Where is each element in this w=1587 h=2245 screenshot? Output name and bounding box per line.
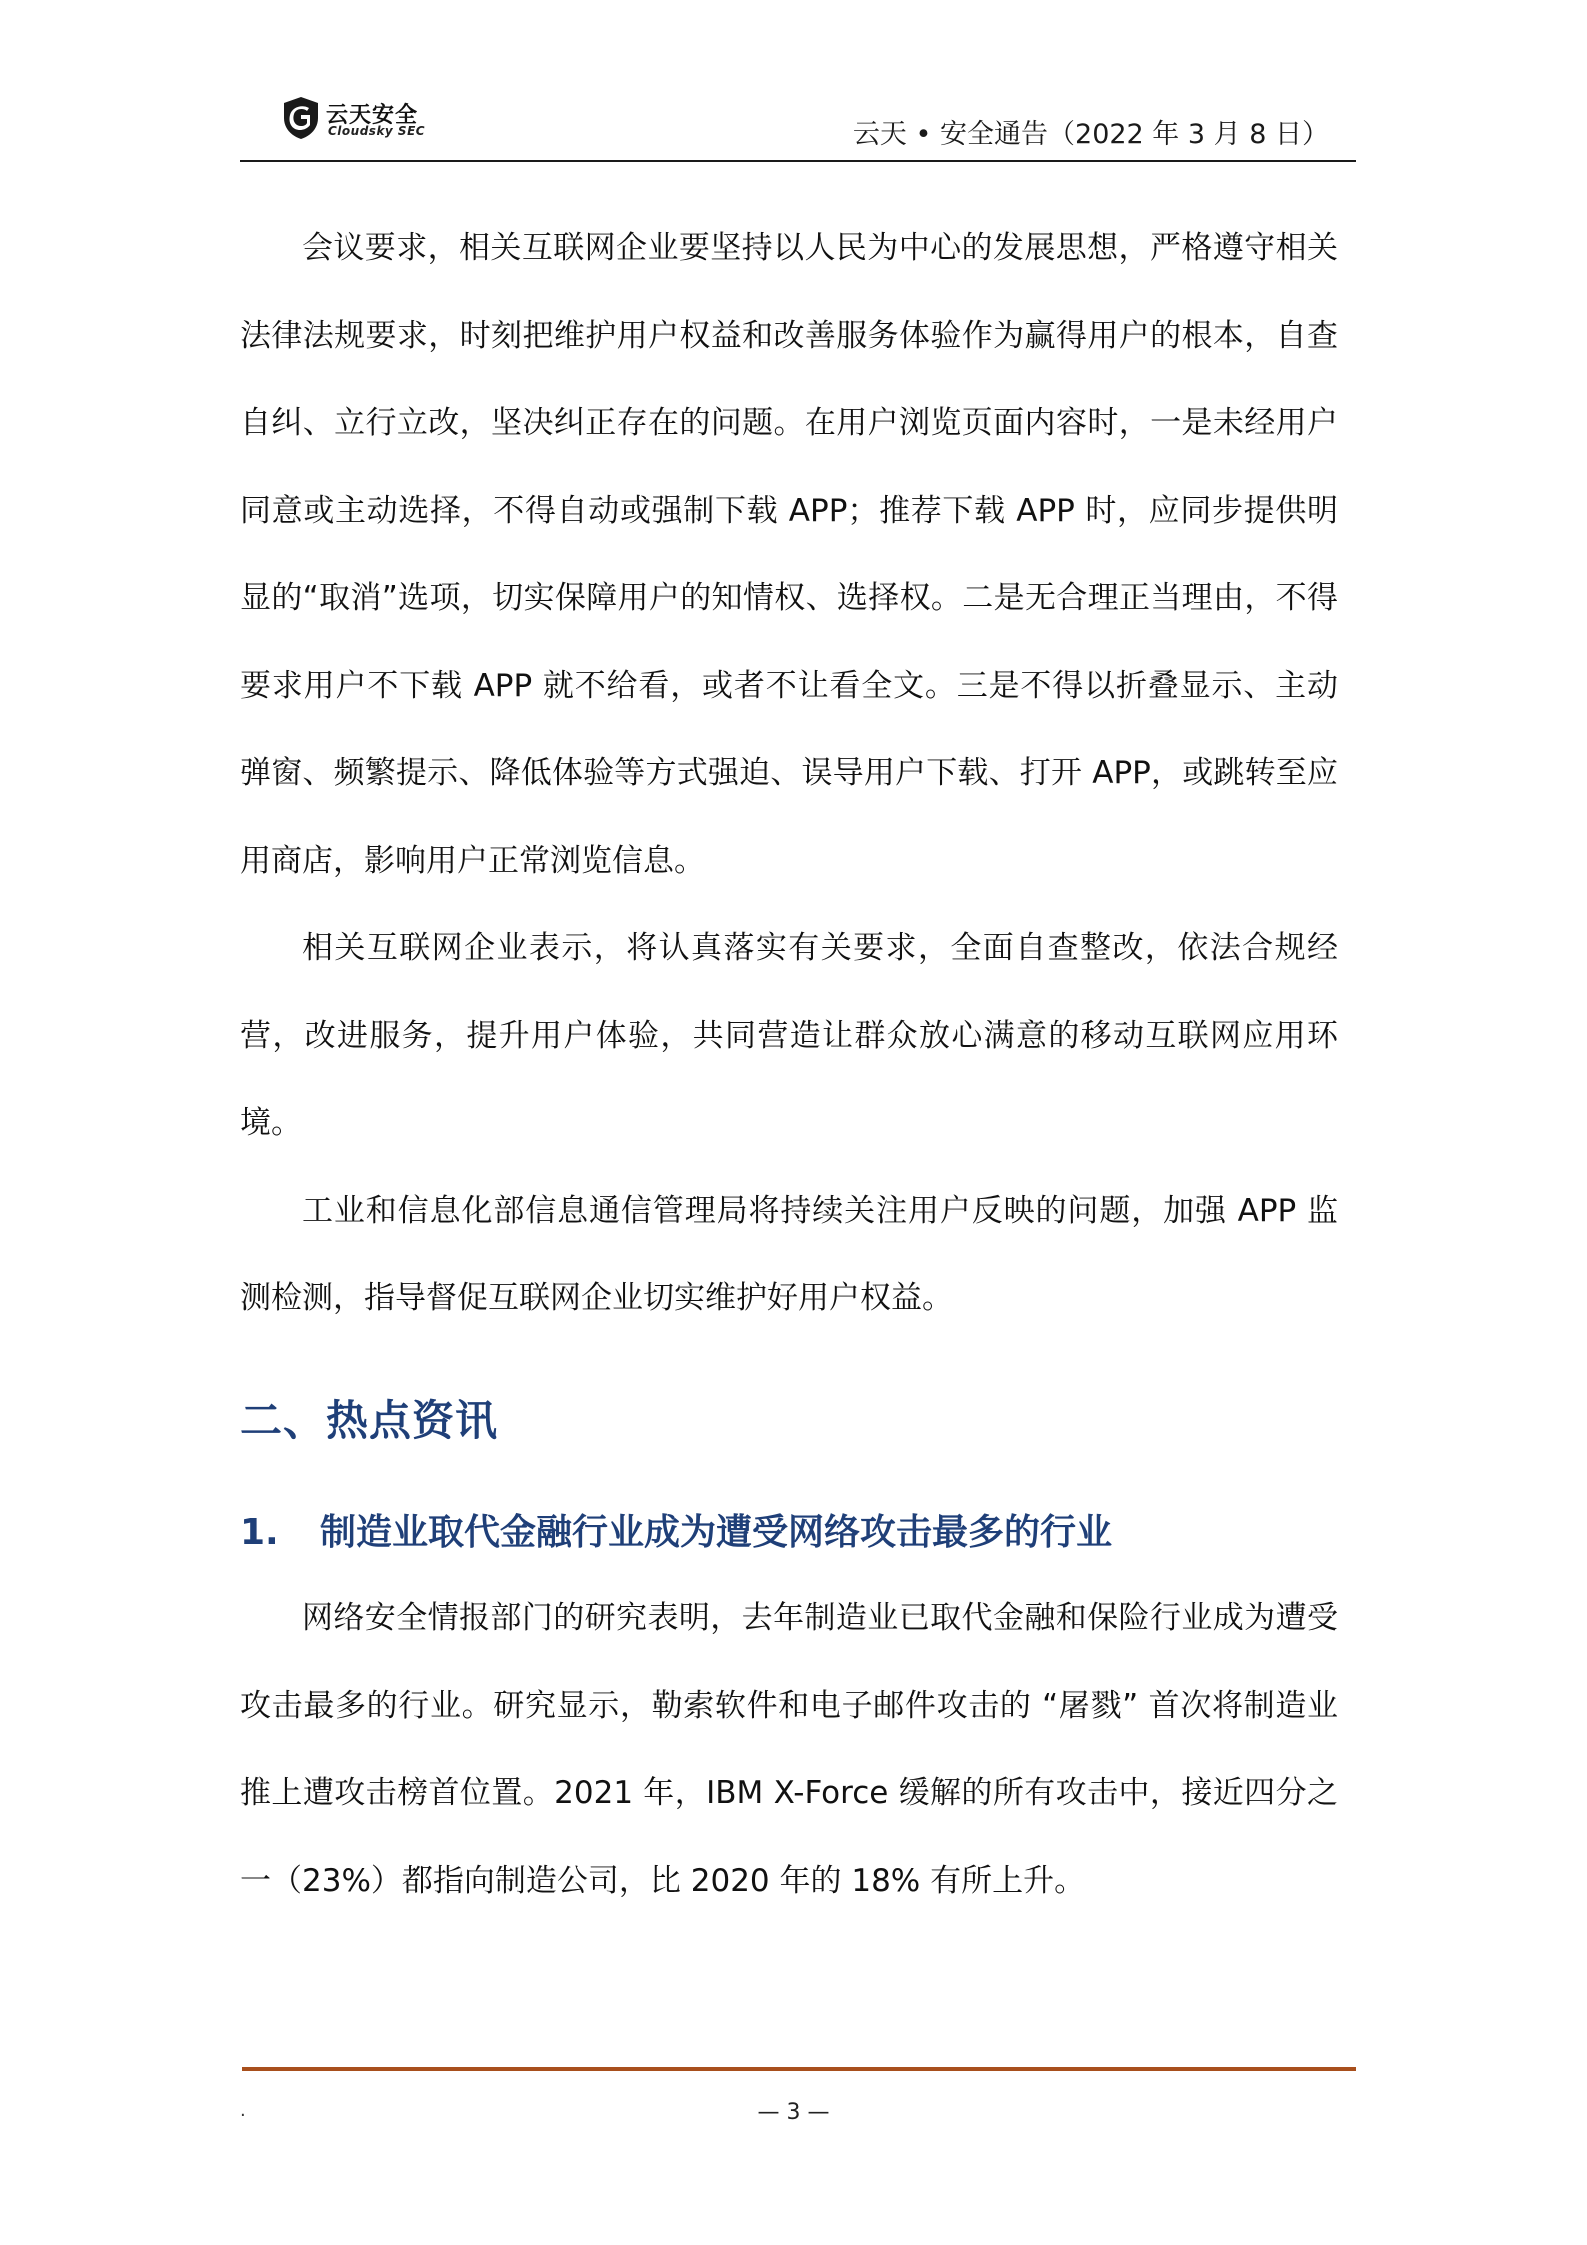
body-text-top [240, 205, 1338, 1343]
paragraph: 相关互联网企业表示，将认真落实有关要求，全面自查整改，依法合规经营，改进服务，提升用户体验，共同营造让群众放心满意的移动互联网应用环境。 [240, 930, 1338, 1141]
paragraph: 工业和信息化部信息通信管理局将持续关注用户反映的问题，加强 APP 监测检测，指导督促互联网企业切实维护好用户权益。 [240, 1192, 1338, 1316]
footer-mark: . [240, 2100, 246, 2121]
paragraph: 会议要求，相关互联网企业要坚持以人民为中心的发展思想，严格遵守相关法律法规要求，时刻把维护用户权益和改善服务体验作为赢得用户的根本，自查自纠、立行立改，坚决纠正存在的问题。在用户浏览页面内容时，一是未经用户同意或主动选择，不得自动或强制下载 APP；推荐下载 APP 时，应同步提供明显的“取消”选项，切实保障用户的知情权、选择权。二是无合理正当理由，不得要求用户不下载 APP 就不给看，或者不让看全文。三是不得以折叠显示、主动弹窗、频繁提示、降低体验等方式强迫、误导用户下载、打开 APP，或跳转至应用商店，影响用户正常浏览信息。 [240, 230, 1338, 879]
logo-chinese-text: 云天安全 [326, 103, 419, 128]
subsection-number: 1. [240, 1512, 279, 1553]
footer-divider [242, 2067, 1356, 2071]
logo-english-text: Cloudsky SEC [328, 124, 426, 138]
company-logo [282, 96, 452, 144]
header-divider [240, 160, 1356, 162]
shield-logo-icon [282, 96, 320, 140]
body-text-bottom [240, 1575, 1338, 1925]
subsection-heading [240, 1504, 1112, 1555]
subsection-title: 制造业取代金融行业成为遭受网络攻击最多的行业 [320, 1512, 1113, 1553]
document-header-title: 云天 • 安全通告（2022 年 3 月 8 日） [852, 119, 1329, 150]
section-heading: 二、热点资讯 [240, 1396, 499, 1445]
paragraph: 网络安全情报部门的研究表明，去年制造业已取代金融和保险行业成为遭受攻击最多的行业。研究显示，勒索软件和电子邮件攻击的 “屠戮” 首次将制造业推上遭攻击榜首位置。2021 年，IBM X-Force 缓解的所有攻击中，接近四分之一（23%）都指向制造公司，比 2020 年的 18% 有所上升。 [240, 1600, 1338, 1899]
page-number: — 3 — [757, 2100, 830, 2125]
